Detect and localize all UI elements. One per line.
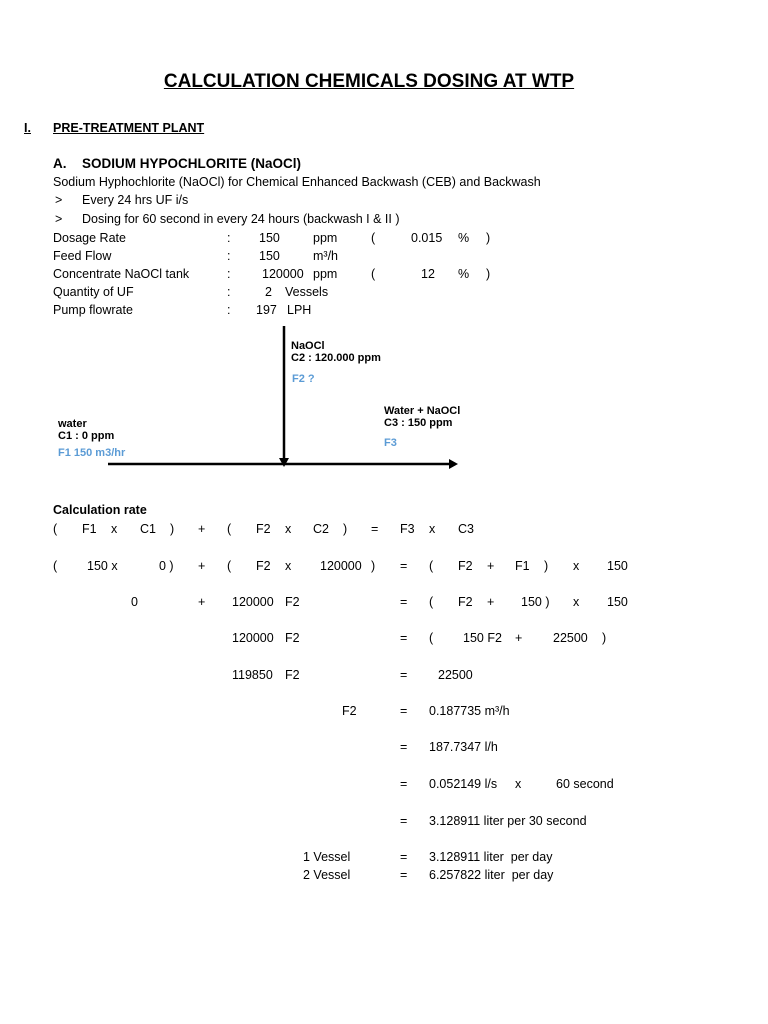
- param-value: 2: [265, 285, 272, 299]
- calc-token: 120000: [232, 631, 274, 645]
- vessel-label: 1 Vessel: [303, 850, 351, 864]
- param-unit: Vessels: [285, 285, 329, 299]
- intro-text: Sodium Hyphochlorite (NaOCl) for Chemical Enhanced Backwash (CEB) and Backwash: [53, 175, 541, 189]
- calc-token: +: [198, 522, 206, 536]
- calc-token: 150 x: [87, 559, 118, 573]
- calc-token: 150: [607, 559, 628, 573]
- calc-token: =: [400, 868, 408, 882]
- calc-token: 150 F2: [463, 631, 502, 645]
- calc-token: (: [227, 522, 232, 536]
- calc-token: 0: [131, 595, 138, 609]
- param-value: 120000: [262, 267, 304, 281]
- calc-token: x: [111, 522, 118, 536]
- param-colon: :: [227, 231, 231, 245]
- naocl-name: NaOCl: [291, 340, 325, 352]
- calc-token: ): [343, 522, 348, 536]
- calc-token: (: [227, 559, 232, 573]
- calc-token: F2: [285, 631, 300, 645]
- calc-result: 0.187735 m³/h: [429, 704, 510, 718]
- calc-token: 150 ): [521, 595, 550, 609]
- calc-token: =: [400, 740, 408, 754]
- calc-token: F2: [256, 522, 271, 536]
- bullet-text: Every 24 hrs UF i/s: [82, 193, 189, 207]
- subsection-heading: SODIUM HYPOCHLORITE (NaOCl): [82, 156, 302, 171]
- param-colon: :: [227, 267, 231, 281]
- param-paren-close: ): [486, 267, 491, 281]
- calc-token: (: [53, 559, 58, 573]
- param-percent: 12: [421, 267, 435, 281]
- calc-token: 0 ): [159, 559, 174, 573]
- calc-token: C1: [140, 522, 156, 536]
- param-unit: LPH: [287, 303, 312, 317]
- mix-name: Water + NaOCl: [384, 405, 461, 417]
- calc-token: F2: [458, 595, 473, 609]
- calc-token: +: [487, 559, 495, 573]
- water-name: water: [58, 418, 87, 430]
- bullet-marker: >: [55, 193, 63, 207]
- param-percent-unit: %: [458, 231, 470, 245]
- naocl-arrowhead: [279, 458, 289, 467]
- param-percent: 0.015: [411, 231, 443, 245]
- param-paren-close: ): [486, 231, 491, 245]
- param-unit: ppm: [313, 231, 338, 245]
- calc-token: x: [573, 559, 580, 573]
- bullet-marker: >: [55, 212, 63, 226]
- naocl-flow-label: F2 ?: [292, 373, 315, 385]
- vessel-label: 2 Vessel: [303, 868, 351, 882]
- calc-token: x: [573, 595, 580, 609]
- param-colon: :: [227, 303, 231, 317]
- param-label: Pump flowrate: [53, 303, 133, 317]
- calc-token: ): [544, 559, 549, 573]
- calc-heading: Calculation rate: [53, 503, 147, 517]
- bullet-text: Dosing for 60 second in every 24 hours (backwash I & II ): [82, 212, 400, 226]
- param-unit: m³/h: [313, 249, 338, 263]
- param-label: Quantity of UF: [53, 285, 134, 299]
- param-percent-unit: %: [458, 267, 470, 281]
- calc-token: F2: [256, 559, 271, 573]
- calc-token: C2: [313, 522, 329, 536]
- calc-token: +: [487, 595, 495, 609]
- calc-token: 120000: [232, 595, 274, 609]
- calc-token: F2: [458, 559, 473, 573]
- water-concentration: C1 : 0 ppm: [58, 430, 115, 442]
- calc-token: (: [429, 631, 434, 645]
- calc-token: F1: [82, 522, 97, 536]
- calc-token: 22500: [438, 668, 473, 682]
- calc-token: +: [515, 631, 523, 645]
- calc-token: (: [429, 559, 434, 573]
- calc-token: ): [371, 559, 376, 573]
- section-heading: PRE-TREATMENT PLANT: [53, 121, 205, 135]
- calc-token: x: [429, 522, 436, 536]
- param-value: 150: [259, 249, 280, 263]
- calc-token: =: [400, 631, 408, 645]
- water-flow-label: F1 150 m3/hr: [58, 447, 126, 459]
- param-colon: :: [227, 249, 231, 263]
- calc-result: 3.128911 liter per 30 second: [429, 814, 587, 828]
- param-label: Dosage Rate: [53, 231, 126, 245]
- calc-token: 119850: [232, 668, 273, 682]
- param-value: 150: [259, 231, 280, 245]
- param-paren-open: (: [371, 231, 376, 245]
- calc-token: ): [170, 522, 175, 536]
- calc-result: 6.257822 liter per day: [429, 868, 554, 882]
- calc-token: F3: [400, 522, 415, 536]
- calc-token: (: [429, 595, 434, 609]
- calc-result: 3.128911 liter per day: [429, 850, 553, 864]
- param-label: Concentrate NaOCl tank: [53, 267, 190, 281]
- calc-token: x: [285, 559, 292, 573]
- calc-token: +: [198, 595, 206, 609]
- section-number: I.: [24, 121, 31, 135]
- calc-token: F1: [515, 559, 530, 573]
- calc-token: =: [400, 559, 408, 573]
- param-unit: ppm: [313, 267, 338, 281]
- calc-result: 187.7347 l/h: [429, 740, 498, 754]
- calc-token: 60 second: [556, 777, 614, 791]
- mix-concentration: C3 : 150 ppm: [384, 417, 453, 429]
- water-outlet-arrowhead: [449, 459, 458, 469]
- param-label: Feed Flow: [53, 249, 112, 263]
- calc-token: (: [53, 522, 58, 536]
- naocl-concentration: C2 : 120.000 ppm: [291, 352, 381, 364]
- calc-token: ): [602, 631, 607, 645]
- calc-token: =: [400, 777, 408, 791]
- calc-token: 150: [607, 595, 628, 609]
- page-title: CALCULATION CHEMICALS DOSING AT WTP: [163, 71, 575, 92]
- calc-token: +: [198, 559, 206, 573]
- calc-token: 120000: [320, 559, 362, 573]
- calc-token: =: [371, 522, 379, 536]
- param-paren-open: (: [371, 267, 376, 281]
- calc-token: =: [400, 668, 408, 682]
- calc-token: F2: [342, 704, 357, 718]
- calc-token: x: [515, 777, 522, 791]
- calc-result: 0.052149 l/s: [429, 777, 498, 791]
- calc-token: =: [400, 595, 408, 609]
- calc-token: 22500: [553, 631, 588, 645]
- param-colon: :: [227, 285, 231, 299]
- calc-token: F2: [285, 668, 300, 682]
- mix-flow-label: F3: [384, 437, 397, 449]
- calc-token: x: [285, 522, 292, 536]
- param-value: 197: [256, 303, 277, 317]
- calc-token: =: [400, 814, 408, 828]
- calc-token: =: [400, 850, 408, 864]
- calc-token: =: [400, 704, 408, 718]
- subsection-number: A.: [53, 156, 67, 171]
- calc-token: C3: [458, 522, 474, 536]
- calc-token: F2: [285, 595, 300, 609]
